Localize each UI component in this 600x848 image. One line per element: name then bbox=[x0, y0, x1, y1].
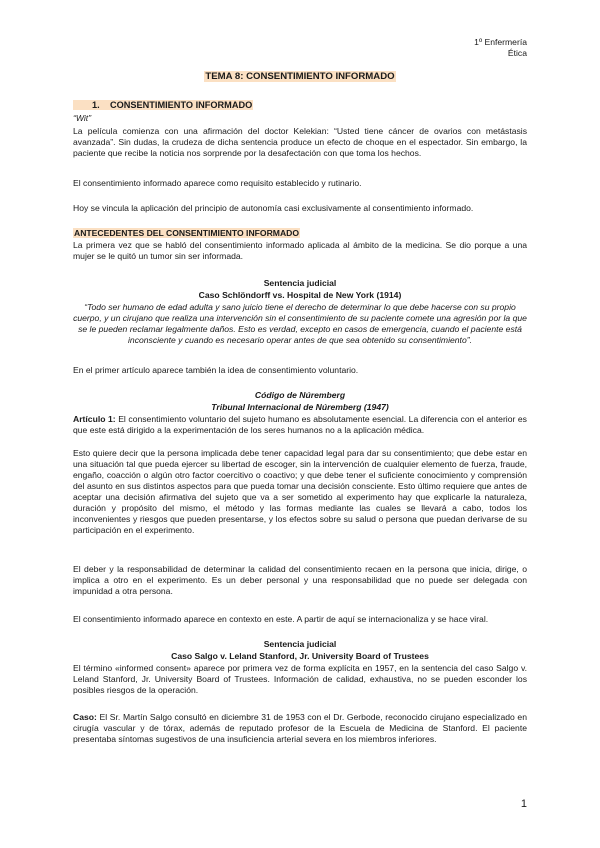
schloendorff-quote: “Todo ser humano de edad adulta y sano juicio tiene el derecho de determinar lo que debe hacerse con su propio cuerpo, y un cirujano que realiza una intervención sin el consentimiento de su paciente comete una agresión por la que se le pueden reclamar legalmente daños. Esto es verdad, excepto en casos de emergencia, cuando el paciente está inconsciente y cuando es necesario operar antes de que sea obtenido su consentimiento”. bbox=[73, 302, 527, 345]
page-header bbox=[474, 37, 527, 59]
paragraph-informed-consent: El término «informed consent» aparece por primera vez de forma explícita en 1957, en la sentencia del caso Salgo v. Leland Stanford, Jr. University Board of Trustees. Información de calidad, exhaustiva, no se pueden esconder los posibles riesgos de la operación. bbox=[73, 663, 527, 695]
salgo-case: Caso Salgo v. Leland Stanford, Jr. University Board of Trustees bbox=[171, 651, 429, 661]
articulo-text: El consentimiento voluntario del sujeto humano es absolutamente esencial. La diferencia con el anterior es que este está dirigido a la experimentación de los seres humanos no a la aplicación médica. bbox=[73, 414, 527, 435]
nuremberg-code: Código de Núremberg bbox=[254, 390, 346, 400]
header-subject: Ética bbox=[507, 48, 527, 58]
document-title bbox=[73, 71, 527, 82]
antecedentes-heading-text: ANTECEDENTES DEL CONSENTIMIENTO INFORMADO bbox=[74, 228, 300, 238]
nuremberg-tribunal: Tribunal Internacional de Núremberg (1947) bbox=[211, 402, 389, 412]
paragraph-autonomia: Hoy se vincula la aplicación del principio de autonomía casi exclusivamente al consentimiento informado. bbox=[73, 203, 474, 213]
paragraph-voluntario: En el primer artículo aparece también la idea de consentimiento voluntario. bbox=[73, 365, 359, 375]
page-number: 1 bbox=[520, 798, 527, 810]
paragraph-responsabilidad: El deber y la responsabilidad de determinar la calidad del consentimiento recaen en la persona que inicia, dirige, o implica a otro en el experimento. Es un deber personal y una responsabilidad que no puede ser delegada con impunidad a otra persona. bbox=[73, 564, 527, 596]
paragraph-antecedentes: La primera vez que se habló del consentimiento informado aplicada al ámbito de la medicina. Se dio porque a una mujer se le quitó un tumor sin ser informada. bbox=[73, 240, 527, 261]
paragraph-film: La película comienza con una afirmación del doctor Kelekian: “Usted tiene cáncer de ovarios con metástasis avanzada”. Sin dudas, la crudeza de dicha sentencia produce un efecto de choque en el espectador. Sin embargo, la paciente que recibe la noticia nos sorprende por la desafectación con que toma los hechos. bbox=[73, 126, 527, 158]
section-number: 1. bbox=[92, 100, 100, 110]
schloendorff-label: Sentencia judicial bbox=[263, 278, 337, 288]
paragraph-articulo-1 bbox=[73, 414, 527, 436]
paragraph-caso bbox=[73, 712, 527, 745]
salgo-label: Sentencia judicial bbox=[263, 639, 337, 649]
film-title: “Wit” bbox=[73, 113, 92, 123]
articulo-label: Artículo 1: bbox=[73, 414, 116, 424]
section-heading-text: CONSENTIMIENTO INFORMADO bbox=[110, 100, 253, 110]
antecedentes-heading bbox=[73, 228, 527, 239]
paragraph-requisito: El consentimiento informado aparece como requisito establecido y rutinario. bbox=[73, 178, 362, 188]
caso-label: Caso: bbox=[73, 712, 97, 722]
paragraph-capacidad-legal: Esto quiere decir que la persona implicada debe tener capacidad legal para dar su consentimiento; que debe estar en una situación tal que pueda ejercer su libertad de escoger, sin la intervención de cualquier elemento de fuerza, fraude, engaño, coacción o algún otro factor coercitivo o coactivo; y que debe tener el suficiente conocimiento y comprensión del asunto en sus distintos aspectos para que pueda tomar una decisión consciente. Esto último requiere que antes de aceptar una decisión afirmativa del sujeto que va a ser sometido al experimento hay que explicarle la naturaleza, duración y propósito del mismo, el método y las formas mediante las cuales se llevará a cabo, todos los inconvenientes y riesgos que pueden presentarse, y los efectos sobre su salud o persona que puedan derivarse de su participación en el experimento. bbox=[73, 448, 527, 535]
caso-text: El Sr. Martín Salgo consultó en diciembre 31 de 1953 con el Dr. Gerbode, reconocido cirujano especializado en cirugía vascular y de tórax, además de reputado profesor de la Escuela de Medicina de Stanford. El paciente presentaba síntomas sugestivos de una insuficiencia arterial severa en los miembros inferiores. bbox=[73, 712, 527, 744]
schloendorff-case: Caso Schlöndorff vs. Hospital de New York (1914) bbox=[198, 290, 402, 300]
header-course: 1º Enfermería bbox=[474, 37, 527, 47]
section-heading bbox=[73, 100, 527, 111]
document-title-text: TEMA 8: CONSENTIMIENTO INFORMADO bbox=[205, 71, 395, 82]
paragraph-contexto: El consentimiento informado aparece en contexto en este. A partir de aquí se internacionaliza y se hace viral. bbox=[73, 614, 489, 624]
